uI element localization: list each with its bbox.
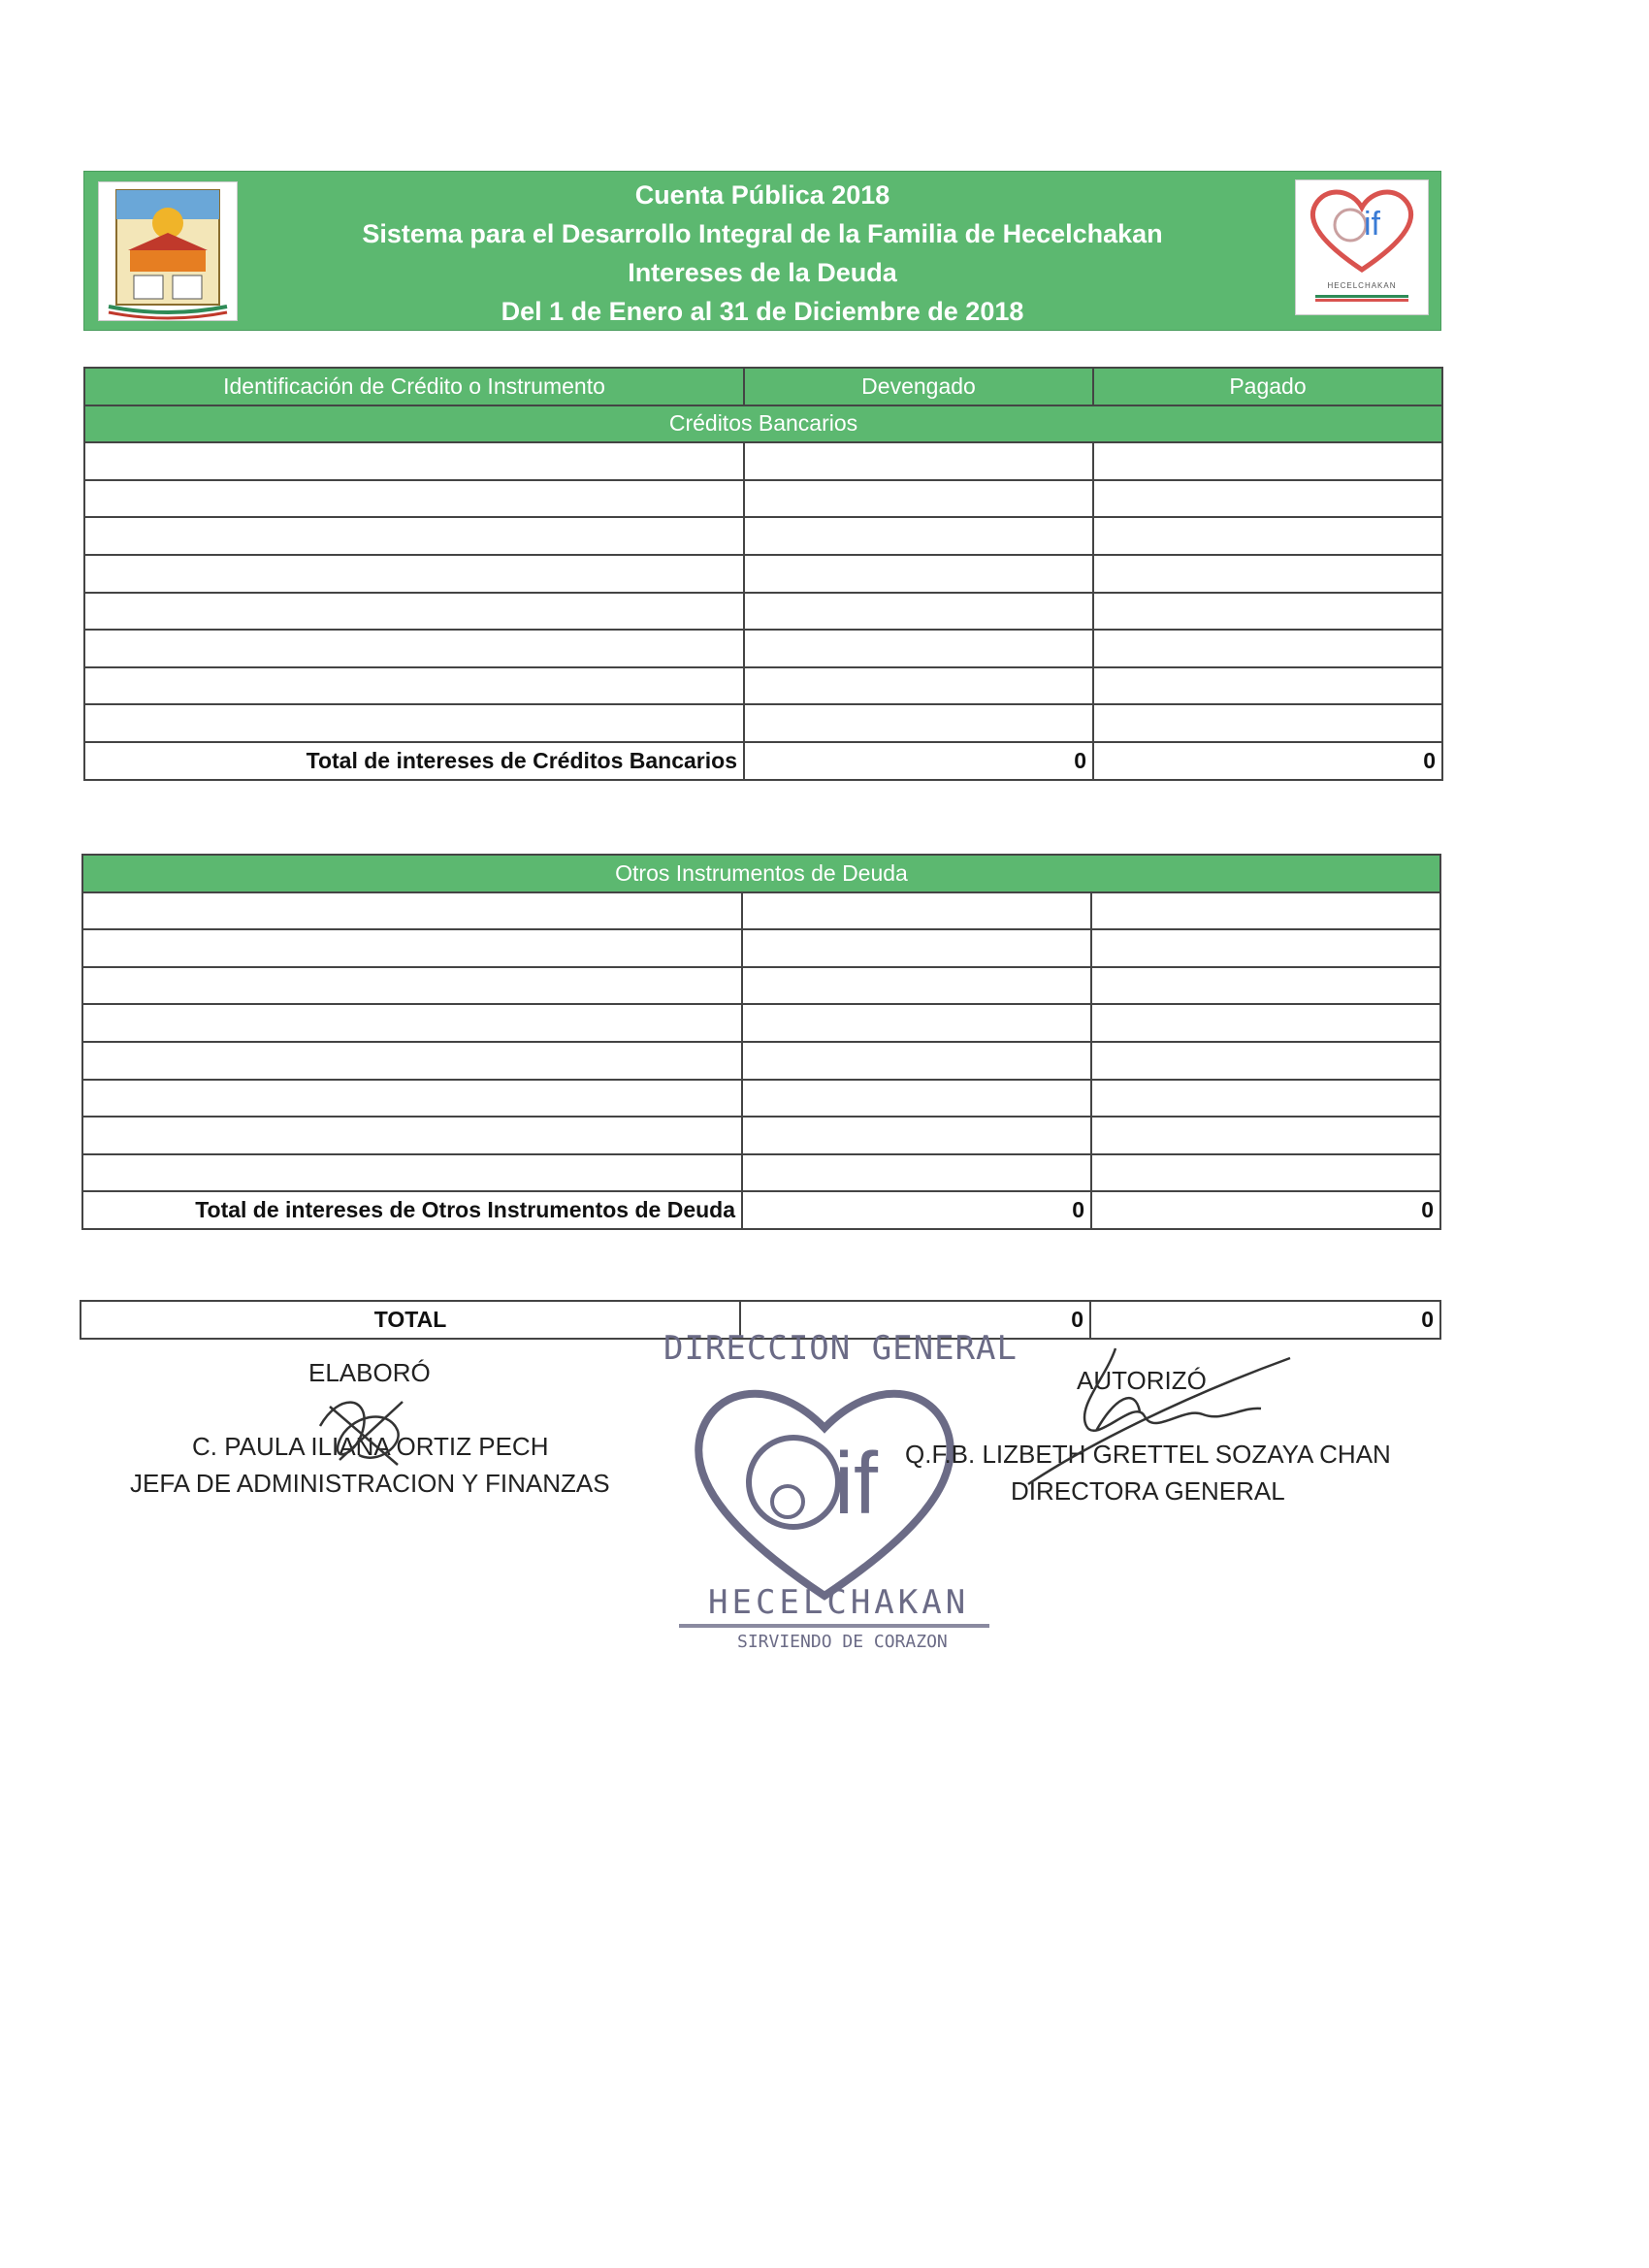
col-header-identificacion: Identificación de Crédito o Instrumento — [84, 368, 744, 405]
table-row — [84, 480, 1442, 518]
table-row — [82, 1154, 1440, 1192]
entity-name: Sistema para el Desarrollo Integral de la Familia de Hecelchakan — [362, 219, 1163, 248]
header-banner — [83, 171, 1441, 331]
left-signature-name: C. PAULA ILIANA ORTIZ PECH — [192, 1432, 549, 1461]
total-creditos-devengado: 0 — [744, 742, 1093, 780]
total-otros-pagado: 0 — [1091, 1191, 1440, 1229]
otros-instrumentos-table — [81, 854, 1441, 1230]
grand-total-devengado: 0 — [740, 1301, 1090, 1339]
total-creditos-pagado: 0 — [1093, 742, 1442, 780]
table-row — [82, 1004, 1440, 1042]
municipal-coat-of-arms — [98, 181, 238, 321]
stamp-top-text: DIRECCION GENERAL — [663, 1329, 1018, 1368]
total-creditos-label: Total de intereses de Créditos Bancarios — [84, 742, 744, 780]
table-row — [82, 967, 1440, 1005]
table-row — [84, 667, 1442, 705]
table-row — [84, 555, 1442, 593]
header-title-block — [240, 176, 1285, 331]
table-row — [82, 1080, 1440, 1118]
table-row — [82, 929, 1440, 967]
dif-logo-caption: HECELCHAKAN — [1327, 281, 1397, 290]
table-row — [82, 892, 1440, 930]
grand-total-label: TOTAL — [81, 1301, 740, 1339]
official-stamp — [660, 1319, 1018, 1688]
col-header-pagado: Pagado — [1093, 368, 1442, 405]
left-signature-role: ELABORÓ — [308, 1358, 431, 1387]
stamp-bottom-text: HECELCHAKAN — [708, 1583, 970, 1622]
total-row-creditos — [84, 742, 1442, 780]
col-header-devengado: Devengado — [744, 368, 1093, 405]
table-row — [84, 442, 1442, 480]
left-signature-title: JEFA DE ADMINISTRACION Y FINANZAS — [130, 1469, 610, 1498]
report-period: Del 1 de Enero al 31 de Diciembre de 2018 — [501, 297, 1024, 326]
table-row — [82, 1117, 1440, 1154]
total-otros-label: Total de intereses de Otros Instrumentos de Deuda — [82, 1191, 742, 1229]
right-handwritten-signature — [970, 1339, 1300, 1504]
right-signature-role: AUTORIZÓ — [1077, 1366, 1207, 1395]
dif-logo — [1295, 179, 1429, 315]
total-otros-devengado: 0 — [742, 1191, 1091, 1229]
left-handwritten-signature — [310, 1387, 417, 1474]
svg-text:if: if — [1364, 206, 1380, 243]
grand-total-pagado: 0 — [1090, 1301, 1440, 1339]
creditos-bancarios-table — [83, 367, 1443, 781]
right-signature-title: DIRECTORA GENERAL — [1011, 1476, 1285, 1506]
table-row — [82, 1042, 1440, 1080]
total-row-otros — [82, 1191, 1440, 1229]
table-row — [84, 593, 1442, 631]
report-subtitle: Intereses de la Deuda — [628, 258, 897, 287]
table-row — [84, 630, 1442, 667]
section-creditos-bancarios: Créditos Bancarios — [84, 405, 1442, 443]
section-otros-instrumentos: Otros Instrumentos de Deuda — [82, 855, 1440, 892]
svg-text:if: if — [834, 1436, 878, 1533]
report-title: Cuenta Pública 2018 — [634, 180, 890, 210]
table-row — [84, 704, 1442, 742]
stamp-motto: SIRVIENDO DE CORAZON — [737, 1632, 948, 1652]
table-row — [84, 517, 1442, 555]
right-signature-name: Q.F.B. LIZBETH GRETTEL SOZAYA CHAN — [905, 1440, 1391, 1469]
